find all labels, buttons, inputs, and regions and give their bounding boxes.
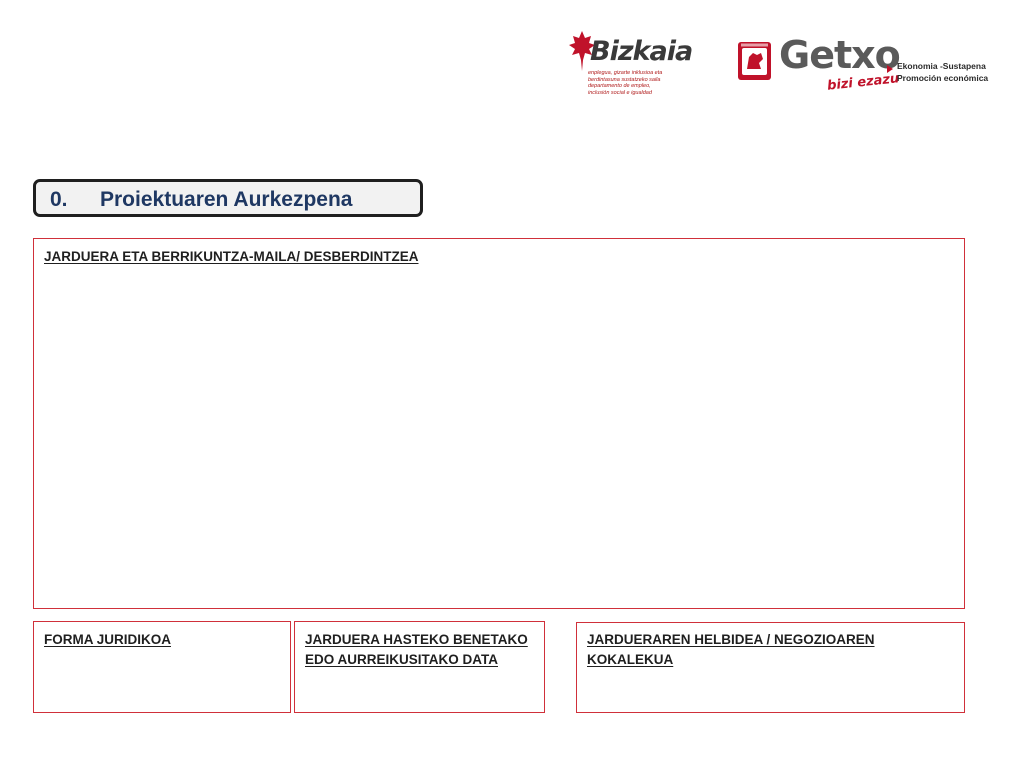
bizkaia-subtitle: enplegua, gizarte inklusioa eta berdintasuna sustatzeko saila departamento de empleo, inclusión social e igualdad	[588, 70, 663, 96]
business-address-label: JARDUERAREN HELBIDEA / NEGOZIOAREN KOKALEKUA	[587, 632, 875, 667]
business-address-box[interactable]	[576, 622, 965, 713]
section-number: 0.	[50, 188, 68, 211]
getxo-department: Ekonomia -Sustapena Promoción económica	[897, 61, 989, 83]
section-title: Proiektuaren Aurkezpena	[100, 188, 353, 211]
getxo-logo	[737, 33, 989, 97]
start-date-label: JARDUERA HASTEKO BENETAKO EDO AURREIKUSITAKO DATA	[305, 632, 528, 667]
bizkaia-logo	[568, 30, 693, 100]
getxo-arrow-icon	[887, 65, 893, 73]
section-heading	[33, 179, 423, 217]
bizkaia-wordmark: Bizkaia	[590, 36, 693, 67]
getxo-wordmark: Getxo	[779, 33, 900, 77]
activity-innovation-label: JARDUERA ETA BERRIKUNTZA-MAILA/ DESBERDINTZEA	[44, 249, 419, 264]
legal-form-box[interactable]	[33, 621, 291, 713]
getxo-tagline: bizi ezazu	[826, 71, 900, 94]
activity-innovation-box[interactable]	[33, 238, 965, 609]
start-date-box[interactable]	[294, 621, 545, 713]
legal-form-label: FORMA JURIDIKOA	[44, 632, 171, 647]
getxo-shield-icon	[737, 41, 772, 81]
